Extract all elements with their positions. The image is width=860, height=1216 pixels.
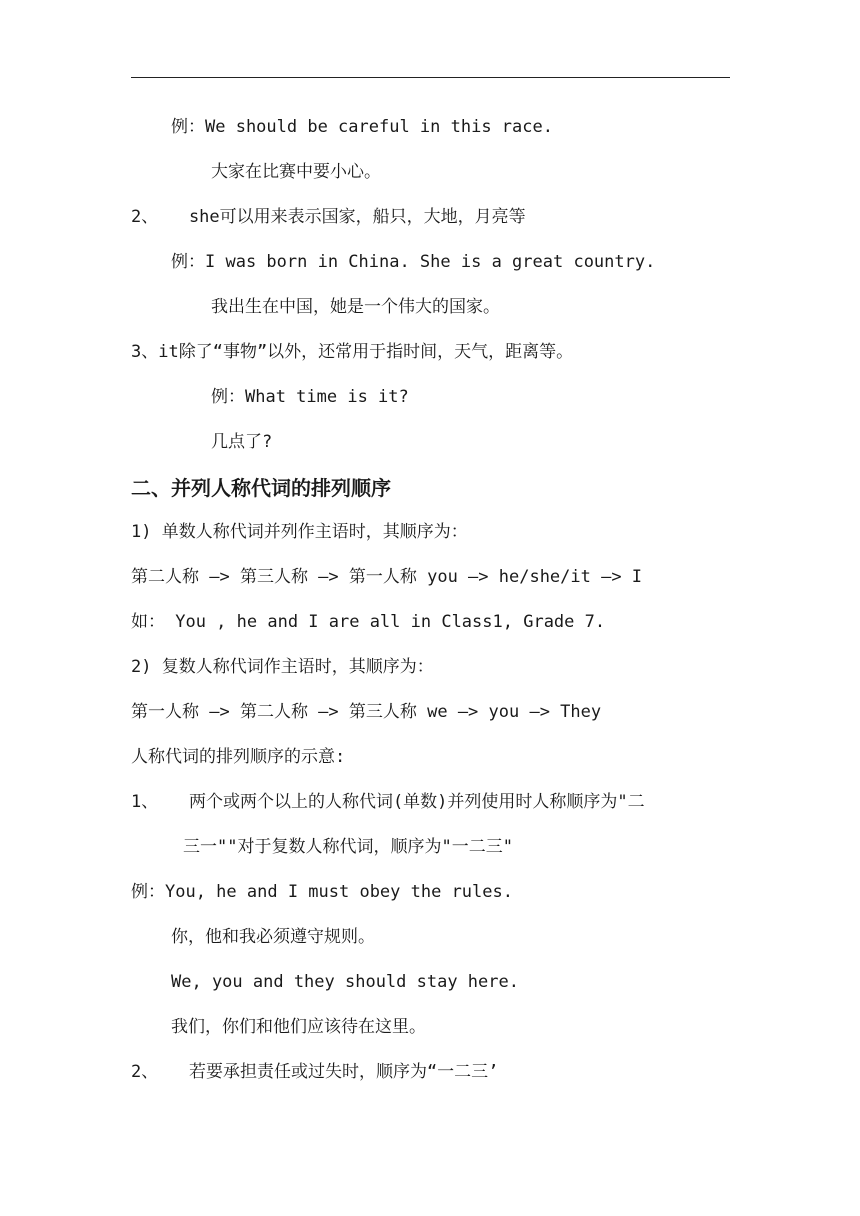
text-line: 1) 单数人称代词并列作主语时，其顺序为： bbox=[131, 522, 468, 542]
text-line: 例：I was born in China. She is a great country. bbox=[171, 252, 656, 272]
text-line: 例：You, he and I must obey the rules. bbox=[131, 882, 513, 902]
text-line: 第一人称 —> 第二人称 —> 第三人称 we —> you —> They bbox=[131, 702, 602, 722]
text-line: 几点了? bbox=[211, 432, 273, 452]
list-item-text: 2、 若要承担责任或过失时，顺序为“一二三’ bbox=[131, 1062, 499, 1082]
text-line: 2) 复数人称代词作主语时，其顺序为： bbox=[131, 657, 434, 677]
text-line: 例：We should be careful in this race. bbox=[171, 117, 553, 137]
list-item-text: 1、 两个或两个以上的人称代词(单数)并列使用时人称顺序为"二 bbox=[131, 792, 645, 812]
text-line: 大家在比赛中要小心。 bbox=[211, 162, 381, 182]
text-line: 人称代词的排列顺序的示意: bbox=[131, 747, 346, 767]
text-line: 我们，你们和他们应该待在这里。 bbox=[171, 1017, 426, 1037]
header-rule bbox=[131, 77, 730, 78]
list-item-text: 3、it除了“事物”以外，还常用于指时间，天气，距离等。 bbox=[131, 342, 574, 362]
text-line: 第二人称 —> 第三人称 —> 第一人称 you —> he/she/it —> I bbox=[131, 567, 643, 587]
text-line: 你，他和我必须遵守规则。 bbox=[171, 927, 375, 947]
text-line: 我出生在中国，她是一个伟大的国家。 bbox=[211, 297, 500, 317]
list-item-text: 2、 she可以用来表示国家，船只，大地，月亮等 bbox=[131, 207, 526, 227]
text-line: 例：What time is it? bbox=[211, 387, 409, 407]
text-line: We, you and they should stay here. bbox=[171, 972, 519, 992]
text-line: 如： You , he and I are all in Class1, Grade 7. bbox=[131, 612, 606, 632]
text-line: 三一""对于复数人称代词，顺序为"一二三" bbox=[183, 837, 513, 857]
section-heading: 二、并列人称代词的排列顺序 bbox=[131, 476, 391, 500]
